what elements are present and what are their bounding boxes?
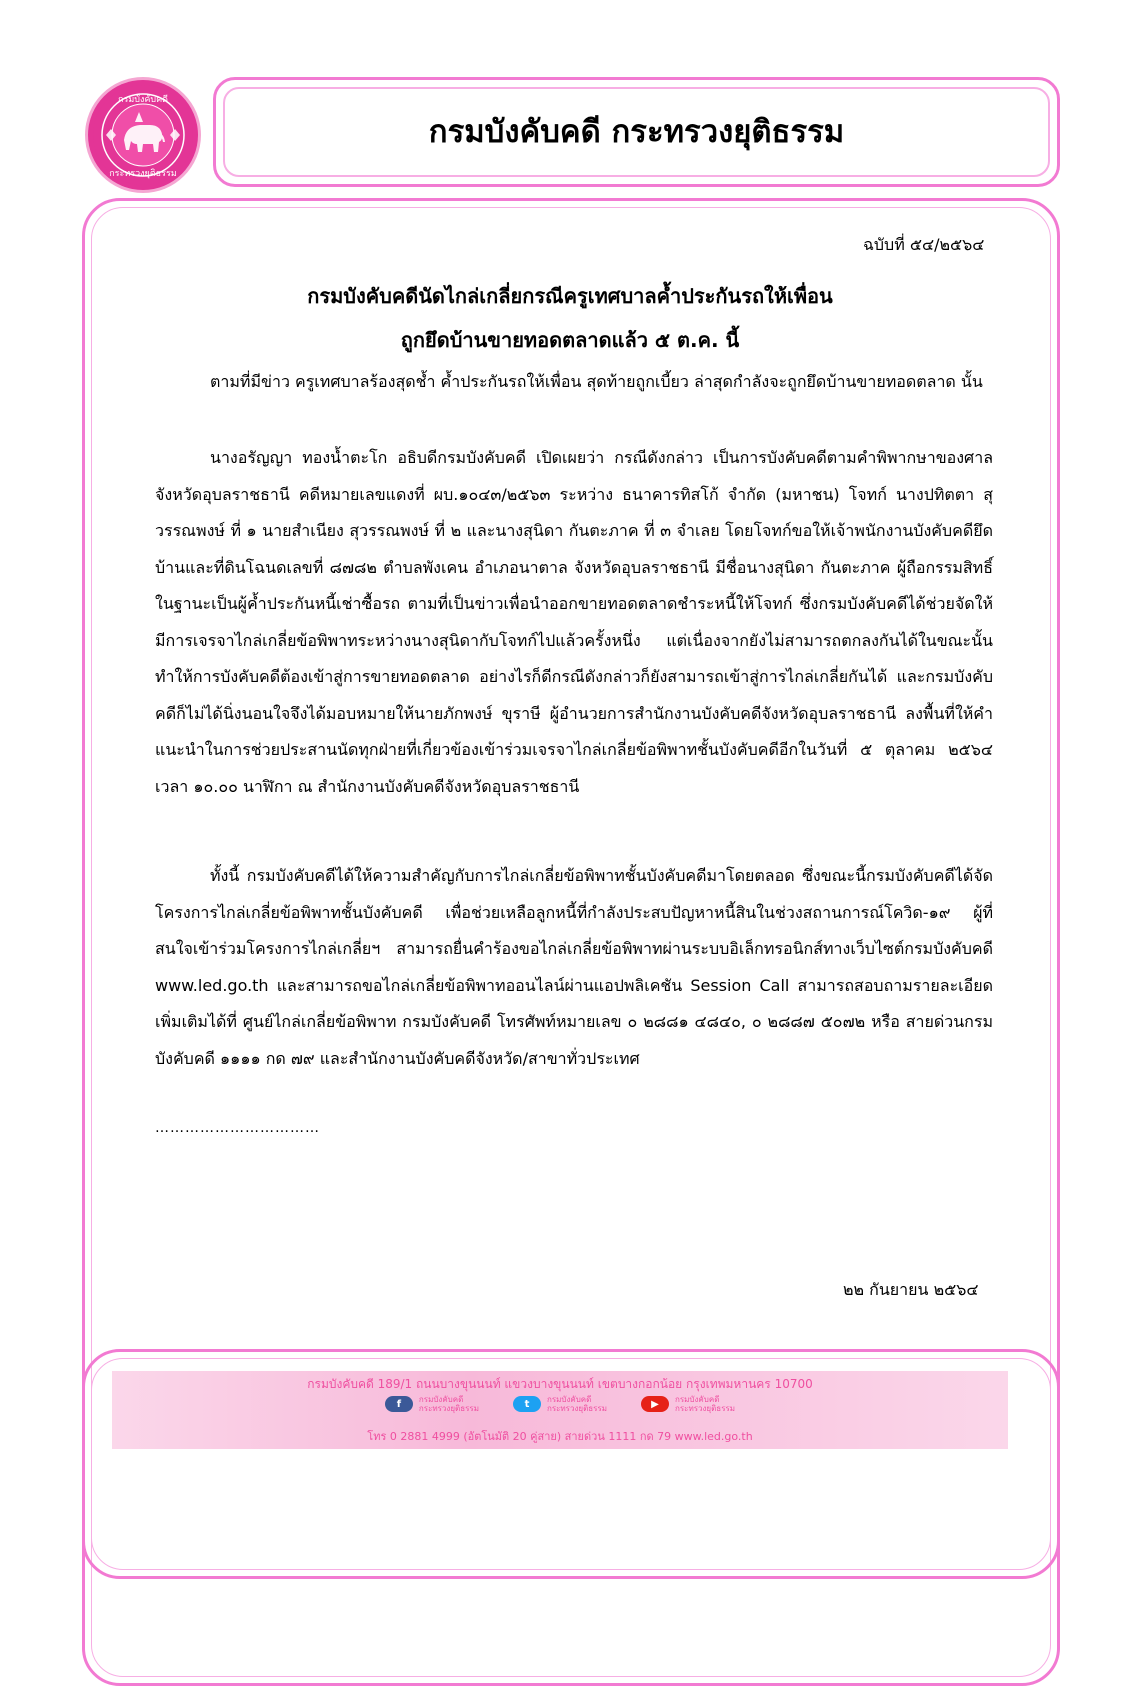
footer-contact: โทร 0 2881 4999 (อัตโนมัติ 20 คู่สาย) สายด่วน 1111 กด 79 www.led.go.th bbox=[367, 1430, 753, 1443]
paragraph-3: ทั้งนี้ กรมบังคับคดีได้ให้ความสำคัญกับการไกล่เกลี่ยข้อพิพาทชั้นบังคับคดีมาโดยตลอด ซึ่งขณะนี้กรมบังคับคดีได้จัดโครงการไกล่เกลี่ยข้อพิพาทชั้นบังคับคดี เพื่อช่วยเหลือลูกหนี้ที่กำลังประสบปัญหาหนี้สินในช่วงสถานการณ์โควิด-๑๙ ผู้ที่สนใจเข้าร่วมโครงการไกล่เกลี่ยฯ สามารถยื่นคำร้องขอไกล่เกลี่ยข้อพิพาทผ่านระบบอิเล็กทรอนิกส์ทางเว็บไซต์กรมบังคับคดี www.led.go.th และสามารถขอไกล่เกลี่ยข้อพิพาทออนไลน์ผ่านแอปพลิเคชัน Session Call สามารถสอบถามรายละเอียดเพิ่มเติมได้ที่ ศูนย์ไกล่เกลี่ยข้อพิพาท กรมบังคับคดี โทรศัพท์หมายเลข ๐ ๒๘๘๑ ๔๘๔๐, ๐ ๒๘๘๗ ๕๐๗๒ หรือ สายด่วนกรมบังคับคดี ๑๑๑๑ กด ๗๙ และสำนักงานบังคับคดีจังหวัด/สาขาทั่วประเทศ bbox=[155, 866, 993, 1068]
page-title: กรมบังคับคดี กระทรวงยุติธรรม bbox=[428, 114, 845, 150]
elephant-seal-icon bbox=[88, 80, 198, 190]
logo-bottom-text: กระทรวงยุติธรรม bbox=[109, 169, 177, 179]
social-facebook[interactable] bbox=[385, 1395, 479, 1413]
social-facebook-line1: กรมบังคับคดี bbox=[418, 1395, 464, 1404]
separator-dots: …………………………… bbox=[155, 1120, 320, 1136]
footer-banner bbox=[112, 1371, 1008, 1449]
release-date: ๒๒ กันยายน ๒๕๖๔ bbox=[843, 1280, 979, 1299]
department-seal-logo bbox=[88, 80, 198, 190]
footer-social-links bbox=[112, 1395, 1008, 1413]
headline-line-1: กรมบังคับคดีนัดไกล่เกลี่ยกรณีครูเทศบาลค้ำประกันรถให้เพื่อน bbox=[307, 284, 833, 308]
social-twitter-line1: กรมบังคับคดี bbox=[546, 1395, 592, 1404]
issue-number: ฉบับที่ ๕๔/๒๕๖๔ bbox=[863, 235, 985, 254]
paragraph-2: นางอรัญญา ทองน้ำตะโก อธิบดีกรมบังคับคดี เปิดเผยว่า กรณีดังกล่าว เป็นการบังคับคดีตามคำพิพากษาของศาลจังหวัดอุบลราชธานี คดีหมายเลขแดงที่ ผบ.๑๐๔๓/๒๕๖๓ ระหว่าง ธนาคารทิสโก้ จำกัด (มหาชน) โจทก์ นางปทิตตา สุวรรณพงษ์ ที่ ๑ นายสำเนียง สุวรรณพงษ์ ที่ ๒ และนางสุนิดา กันตะภาค ที่ ๓ จำเลย โดยโจทก์ขอให้เจ้าพนักงานบังคับคดียึดบ้านและที่ดินโฉนดเลขที่ ๘๗๘๒ ตำบลพังเคน อำเภอนาตาล จังหวัดอุบลราชธานี มีชื่อนางสุนิดา กันตะภาค ผู้ถือกรรมสิทธิ์ ในฐานะเป็นผู้ค้ำประกันหนี้เช่าซื้อรถ ตามที่เป็นข่าวเพื่อนำออกขายทอดตลาดชำระหนี้ให้โจทก์ ซึ่งกรมบังคับคดีได้ช่วยจัดให้มีการเจรจาไกล่เกลี่ยข้อพิพาทระหว่างนางสุนิดากับโจทก์ไปแล้วครั้งหนึ่ง แต่เนื่องจากยังไม่สามารถตกลงกันได้ในขณะนั้น ทำให้การบังคับคดีต้องเข้าสู่การขายทอดตลาด อย่างไรก็ดีกรณีดังกล่าวก็ยังสามารถเข้าสู่การไกล่เกลี่ยกันได้ และกรมบังคับคดีก็ไม่ได้นิ่งนอนใจจึงได้มอบหมายให้นายภักพงษ์ ขุราษี ผู้อำนวยการสำนักงานบังคับคดีจังหวัดอุบลราชธานี ลงพื้นที่ให้คำแนะนำในการช่วยประสานนัดทุกฝ่ายที่เกี่ยวข้องเข้าร่วมเจรจาไกล่เกลี่ยข้อพิพาทชั้นบังคับคดีอีกในวันที่ ๕ ตุลาคม ๒๕๖๔ เวลา ๑๐.๐๐ นาฬิกา ณ สำนักงานบังคับคดีจังหวัดอุบลราชธานี bbox=[155, 448, 993, 796]
footer-address: กรมบังคับคดี 189/1 ถนนบางขุนนนท์ แขวงบางขุนนนท์ เขตบางกอกน้อย กรุงเทพมหานคร 10700 bbox=[307, 1377, 813, 1391]
social-youtube[interactable] bbox=[641, 1395, 735, 1413]
header-frame bbox=[213, 77, 1060, 187]
social-twitter-line2: กระทรวงยุติธรรม bbox=[546, 1404, 608, 1413]
youtube-icon: ▶ bbox=[641, 1396, 669, 1412]
social-twitter[interactable] bbox=[513, 1395, 607, 1413]
headline-line-2: ถูกยึดบ้านขายทอดตลาดแล้ว ๕ ต.ค. นี้ bbox=[400, 328, 740, 352]
social-facebook-line2: กระทรวงยุติธรรม bbox=[418, 1404, 479, 1413]
paragraph-1: ตามที่มีข่าว ครูเทศบาลร้องสุดช้ำ ค้ำประกันรถให้เพื่อน สุดท้ายถูกเบี้ยว ล่าสุดกำลังจะถูกยึดบ้านขายทอดตลาด นั้น bbox=[210, 372, 983, 391]
logo-top-text: กรมบังคับคดี bbox=[118, 95, 168, 105]
social-youtube-line1: กรมบังคับคดี bbox=[675, 1395, 720, 1404]
social-youtube-line2: กระทรวงยุติธรรม bbox=[675, 1404, 736, 1413]
twitter-icon: t bbox=[513, 1396, 541, 1412]
facebook-icon: f bbox=[385, 1396, 413, 1412]
